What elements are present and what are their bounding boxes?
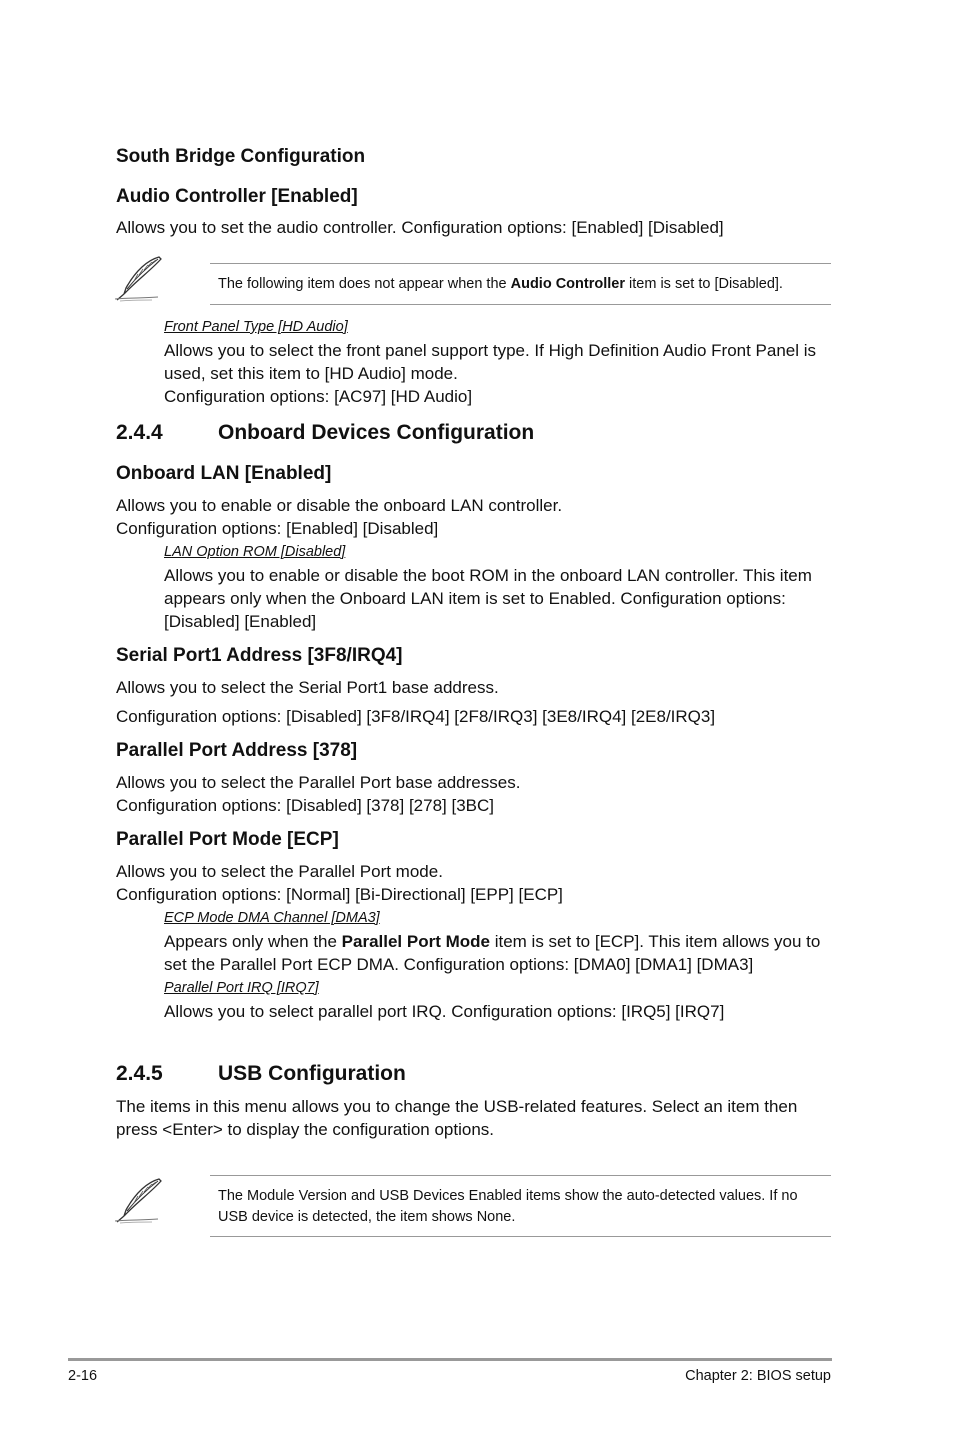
audio-controller-heading: Audio Controller [Enabled] (116, 186, 358, 207)
parallel-mode-heading: Parallel Port Mode [ECP] (116, 829, 339, 850)
footer-chapter: Chapter 2: BIOS setup (685, 1368, 831, 1384)
serial-port-line2: Configuration options: [Disabled] [3F8/IRQ4] [2F8/IRQ3] [3E8/IRQ4] [2E8/IRQ3] (116, 707, 716, 726)
ecp-dma-post: item is set to [ECP]. This item allows you to set the Parallel Port ECP DMA. Configuration options: [DMA0] [DMA1] [DMA3] (164, 932, 821, 974)
front-panel-type-line2: Configuration options: [AC97] [HD Audio] (164, 387, 473, 406)
section-245-title: USB Configuration (218, 1062, 406, 1085)
serial-port-heading: Serial Port1 Address [3F8/IRQ4] (116, 645, 403, 666)
footer-rule (68, 1358, 832, 1361)
audio-controller-desc: Allows you to set the audio controller. Configuration options: [Enabled] [Disabled] (116, 218, 724, 237)
ecp-dma-pre: Appears only when the (164, 932, 342, 951)
audio-controller-note (210, 263, 831, 305)
parallel-address-line1: Allows you to select the Parallel Port base addresses. (116, 773, 521, 792)
parallel-address-desc (116, 771, 836, 817)
serial-port-line1: Allows you to select the Serial Port1 base address. (116, 678, 499, 697)
parallel-address-heading: Parallel Port Address [378] (116, 740, 358, 761)
note-pen-icon (112, 254, 164, 302)
usb-config-note (210, 1175, 831, 1237)
footer-page-number: 2-16 (68, 1368, 98, 1384)
section-244-number: 2.4.4 (116, 421, 163, 444)
parallel-mode-line2: Configuration options: [Normal] [Bi-Directional] [EPP] [ECP] (116, 885, 563, 904)
lan-option-rom-desc: Allows you to enable or disable the boot ROM in the onboard LAN controller. This item appears only when the Onboard LAN item is set to Enabled. Configuration options: [Disabled] [Enabled] (164, 566, 812, 631)
section-245-heading (116, 1062, 406, 1086)
usb-config-note-text: The Module Version and USB Devices Enabled items show the auto-detected values. If no USB device is detected, the item shows None. (218, 1188, 798, 1225)
note-pen-icon (112, 1176, 164, 1224)
lan-option-rom-title: LAN Option ROM [Disabled] (164, 544, 346, 560)
section-244-heading (116, 421, 534, 445)
note-text-post: item is set to [Disabled]. (625, 276, 783, 292)
parallel-address-line2: Configuration options: [Disabled] [378] [278] [3BC] (116, 796, 495, 815)
onboard-lan-desc (116, 494, 836, 540)
onboard-lan-line1: Allows you to enable or disable the onboard LAN controller. (116, 496, 563, 515)
ecp-dma-title: ECP Mode DMA Channel [DMA3] (164, 910, 380, 926)
ecp-dma-desc (164, 930, 836, 976)
note-text-bold: Audio Controller (510, 276, 625, 292)
parallel-irq-title: Parallel Port IRQ [IRQ7] (164, 980, 319, 996)
note-text-pre: The following item does not appear when the (218, 276, 511, 292)
south-bridge-heading: South Bridge Configuration (116, 146, 366, 167)
ecp-dma-bold: Parallel Port Mode (341, 932, 490, 951)
front-panel-type-line1: Allows you to select the front panel support type. If High Definition Audio Front Panel is used, set this item to [HD Audio] mode. (164, 341, 817, 383)
onboard-lan-heading: Onboard LAN [Enabled] (116, 463, 332, 484)
front-panel-type-title: Front Panel Type [HD Audio] (164, 319, 348, 335)
front-panel-type-desc (164, 339, 836, 408)
section-245-number: 2.4.5 (116, 1062, 163, 1085)
parallel-mode-desc (116, 860, 836, 906)
usb-config-desc: The items in this menu allows you to change the USB-related features. Select an item then press <Enter> to display the configuration options. (116, 1097, 798, 1139)
section-244-title: Onboard Devices Configuration (218, 421, 535, 444)
onboard-lan-line2: Configuration options: [Enabled] [Disabled] (116, 519, 439, 538)
parallel-irq-desc: Allows you to select parallel port IRQ. Configuration options: [IRQ5] [IRQ7] (164, 1002, 725, 1021)
parallel-mode-line1: Allows you to select the Parallel Port mode. (116, 862, 443, 881)
